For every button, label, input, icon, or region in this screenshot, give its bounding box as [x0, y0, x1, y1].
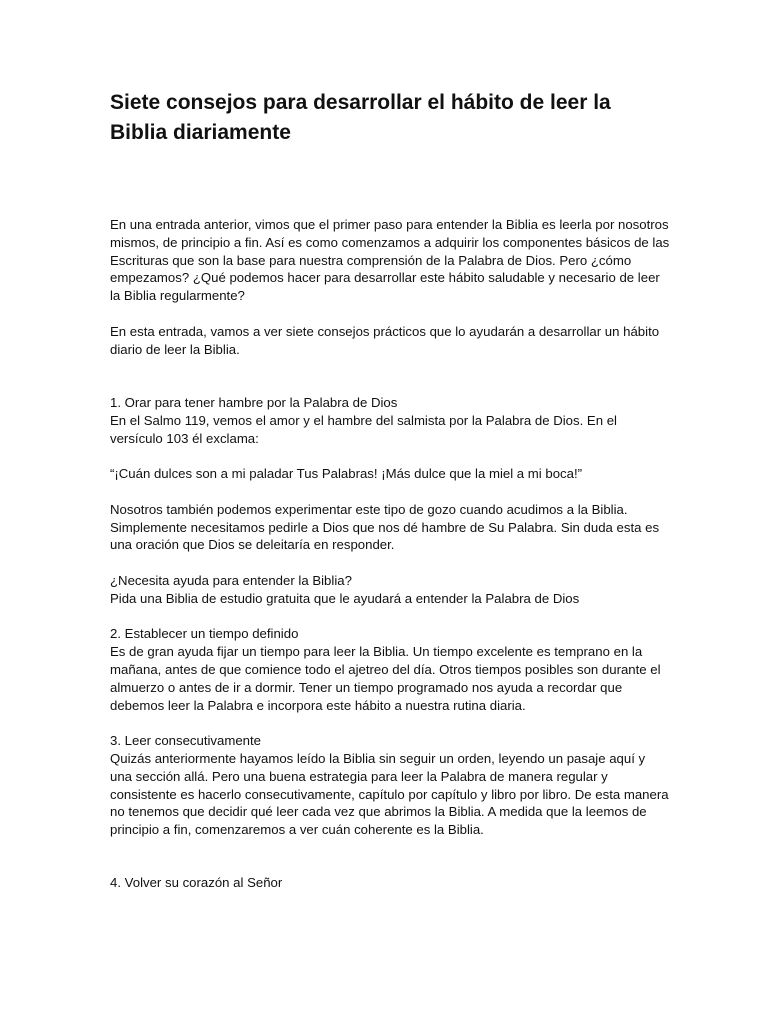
bible-quote: “¡Cuán dulces son a mi paladar Tus Palabras! ¡Más dulce que la miel a mi boca!”	[110, 466, 583, 482]
study-bible-offer	[110, 572, 670, 608]
offer-question: ¿Necesita ayuda para entender la Biblia?	[110, 572, 352, 588]
section-heading-1	[110, 394, 670, 447]
offer-text: Pida una Biblia de estudio gratuita que le ayudará a entender la Palabra de Dios	[110, 590, 580, 606]
section-4	[110, 874, 670, 892]
section-3	[110, 732, 670, 839]
section-3-text: Quizás anteriormente hayamos leído la Biblia sin seguir un orden, leyendo un pasaje aquí y una sección allá. Pero una buena estrategia para leer la Palabra de manera regular y consistente es hacerlo consecutivamente, capítulo por capítulo y libro por libro. De esta manera no tenemos que decidir qué leer cada vez que abrimos la Biblia. A medida que la leemos de principio a fin, comenzaremos a ver cuán coherente es la Biblia.	[110, 750, 669, 838]
section-2-heading: 2. Establecer un tiempo definido	[110, 626, 299, 642]
intro-paragraph: En una entrada anterior, vimos que el primer paso para entender la Biblia es leerla por nosotros mismos, de principio a fin. Así es como comenzamos a adquirir los componentes básicos de las Escrituras que son la base para nuestra comprensión de la Palabra de Dios. Pero ¿cómo empezamos? ¿Qué podemos hacer para desarrollar este hábito saludable y necesario de leer la Biblia regularmente?	[110, 217, 670, 304]
intro-paragraph-2: En esta entrada, vamos a ver siete consejos prácticos que lo ayudarán a desarrollar un hábito diario de leer la Biblia.	[110, 323, 660, 357]
section-1-heading: 1. Orar para tener hambre por la Palabra de Dios	[110, 394, 398, 410]
section-4-heading: 4. Volver su corazón al Señor	[110, 875, 283, 891]
section-2-text: Es de gran ayuda fijar un tiempo para leer la Biblia. Un tiempo excelente es temprano en la mañana, antes de que comience todo el ajetreo del día. Otros tiempos posibles son durante el almuerzo o antes de ir a dormir. Tener un tiempo programado nos ayuda a recordar que debemos leer la Palabra e incorpora este hábito a nuestra rutina diaria.	[110, 644, 661, 713]
section-1-paragraph-2: Nosotros también podemos experimentar este tipo de gozo cuando acudimos a la Biblia. Simplemente necesitamos pedirle a Dios que nos dé hambre de Su Palabra. Sin duda esta es una oración que Dios se deleitaría en responder.	[110, 501, 660, 553]
article-body	[110, 216, 670, 892]
page-title: Siete consejos para desarrollar el hábito de leer la Biblia diariamente	[110, 91, 611, 144]
section-1-text: En el Salmo 119, vemos el amor y el hambre del salmista por la Palabra de Dios. En el versículo 103 él exclama:	[110, 412, 617, 446]
section-3-heading: 3. Leer consecutivamente	[110, 733, 262, 749]
section-2	[110, 625, 670, 714]
